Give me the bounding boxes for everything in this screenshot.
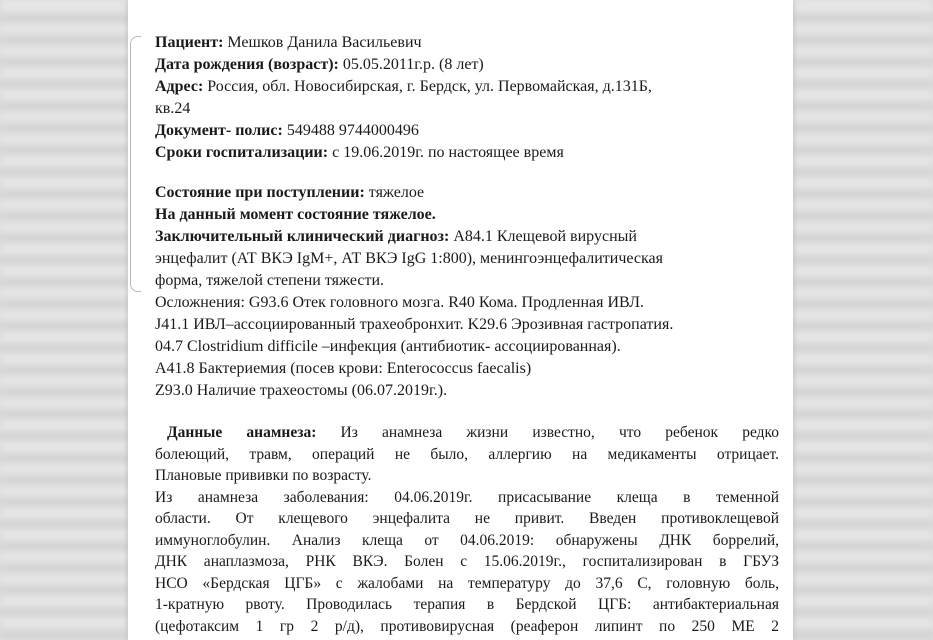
- patient-line: [155, 32, 779, 54]
- diagnosis-value: A84.1 Клещевой вирусный: [449, 228, 637, 245]
- patient-label: Пациент:: [155, 34, 224, 51]
- admission-line: [155, 182, 779, 204]
- anamnesis-label: Данные анамнеза:: [167, 424, 317, 441]
- current-state-line: На данный момент состояние тяжелое.: [155, 206, 436, 223]
- anamnesis-section: [155, 422, 779, 637]
- birth-value: 05.05.2011г.р. (8 лет): [338, 56, 484, 73]
- diagnosis-line: [155, 226, 779, 248]
- anamnesis-line-10: (цефотаксим 1 гр 2 р/д), противовирусная (реаферон липинт по 250 МЕ 2: [155, 617, 779, 635]
- spacer: [155, 164, 779, 182]
- birth-line: [155, 54, 779, 76]
- anamnesis-line-5: области. От клещевого энцефалита не привит. Введен противоклещевой: [155, 510, 779, 527]
- complications-line-2: J41.1 ИВЛ–ассоциированный трахеобронхит. K29.6 Эрозивная гастропатия.: [155, 316, 674, 333]
- hospitalization-value: с 19.06.2019г. по настоящее время: [328, 144, 564, 161]
- document-page: [128, 0, 793, 640]
- address-line: [155, 76, 779, 98]
- anamnesis-first-line: [155, 422, 779, 444]
- admission-label: Состояние при поступлении:: [155, 184, 365, 201]
- margin-bracket: [130, 36, 141, 292]
- complications-line-5: Z93.0 Наличие трахеостомы (06.07.2019г.).: [155, 382, 448, 399]
- anamnesis-line-7: ДНК анаплазмоза, РНК ВКЭ. Болен с 15.06.2019г., госпитализирован в ГБУЗ: [155, 553, 779, 570]
- document-value: 549488 9744000496: [282, 122, 419, 139]
- spacer: [155, 402, 779, 422]
- anamnesis-line-8: НСО «Бердская ЦГБ» с жалобами на температуру до 37,6 С, головную боль,: [155, 574, 779, 592]
- address-label: Адрес:: [155, 78, 204, 95]
- document-content: [155, 32, 779, 637]
- document-label: Документ- полис:: [155, 122, 283, 139]
- patient-value: Мешков Данила Васильевич: [223, 34, 422, 51]
- blurred-background-left: [0, 0, 128, 640]
- complications-line-1: Осложнения: G93.6 Отек головного мозга. R40 Кома. Продленная ИВЛ.: [155, 294, 644, 311]
- diagnosis-line-2: энцефалит (АТ ВКЭ IgM+, АТ ВКЭ IgG 1:800), менингоэнцефалитическая: [155, 250, 663, 267]
- complications-line-3: 04.7 Clostridium difficile –инфекция (антибиотик- ассоциированная).: [155, 338, 621, 355]
- anamnesis-line-6: иммуноглобулин. Анализ клеща от 04.06.2019: обнаружены ДНК боррелий,: [155, 531, 779, 549]
- admission-value: тяжелое: [364, 184, 425, 201]
- diagnosis-line-3: форма, тяжелой степени тяжести.: [155, 272, 384, 289]
- diagnosis-label: Заключительный клинический диагноз:: [155, 228, 450, 245]
- anamnesis-line-4: Из анамнеза заболевания: 04.06.2019г. присасывание клеща в теменной: [155, 488, 779, 506]
- hospitalization-label: Сроки госпитализации:: [155, 144, 329, 161]
- anamnesis-line-2: болеющий, травм, операций не было, аллергию на медикаменты отрицает.: [155, 445, 779, 463]
- anamnesis-line-9: 1-кратную рвоту. Проводилась терапия в Бердской ЦГБ: антибактериальная: [155, 596, 779, 613]
- complications-line-4: A41.8 Бактериемия (посев крови: Enterococcus faecalis): [155, 360, 532, 377]
- document-line: [155, 120, 779, 142]
- blurred-background-right: [793, 0, 933, 640]
- address-continuation: кв.24: [155, 100, 191, 117]
- anamnesis-first-text: Из анамнеза жизни известно, что ребенок редко: [316, 424, 779, 441]
- anamnesis-line-3: Плановые прививки по возрасту.: [155, 467, 372, 484]
- hospitalization-line: [155, 142, 779, 164]
- birth-label: Дата рождения (возраст):: [155, 56, 339, 73]
- address-value: Россия, обл. Новосибирская, г. Бердск, ул. Первомайская, д.131Б,: [203, 78, 652, 95]
